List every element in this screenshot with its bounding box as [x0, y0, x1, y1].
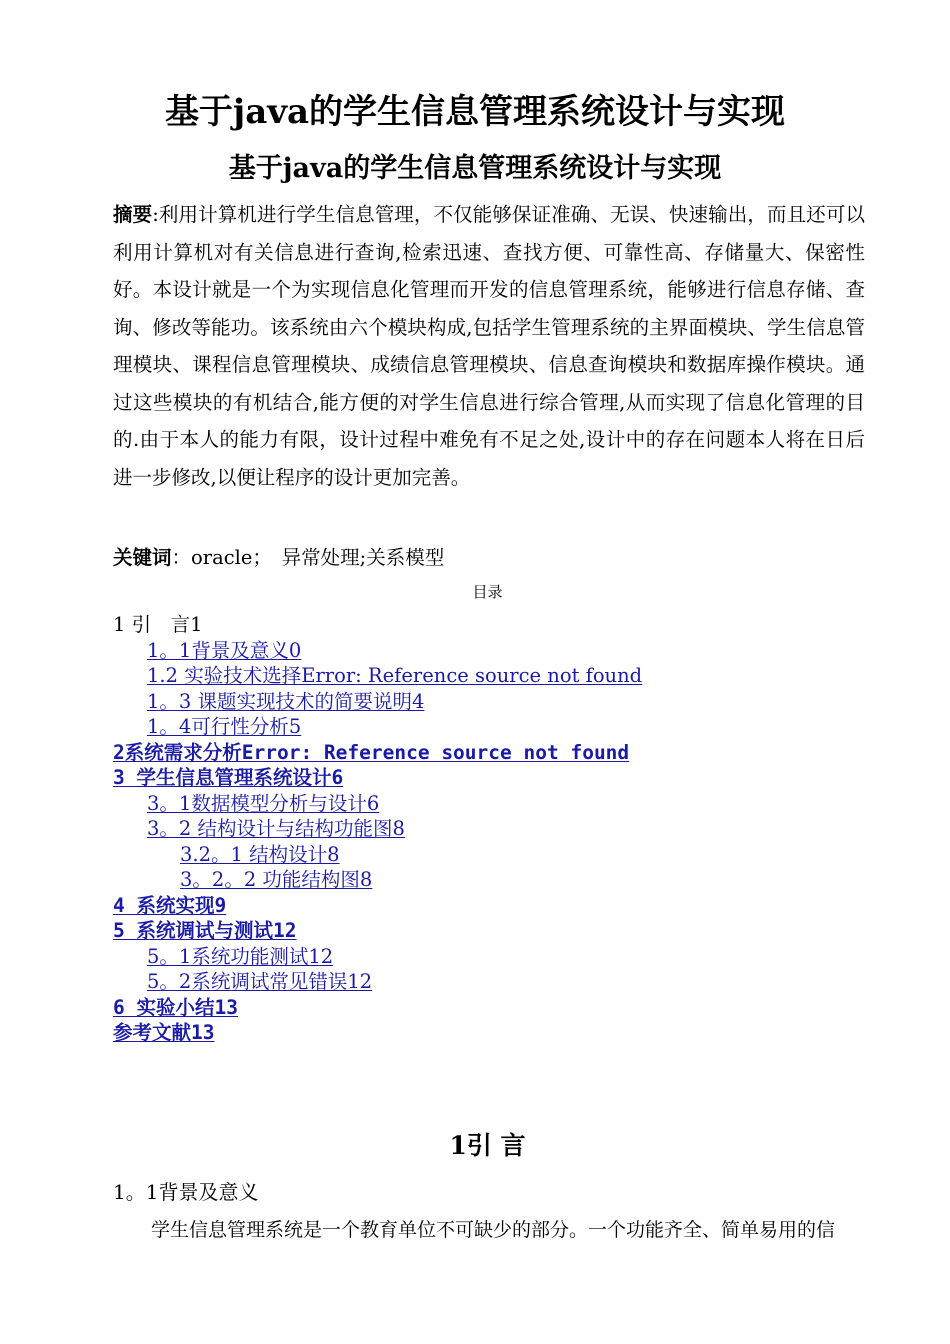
toc-entry[interactable]: [113, 867, 873, 893]
toc-entry[interactable]: [113, 816, 873, 842]
toc-entry[interactable]: [113, 944, 873, 970]
toc-entry-link[interactable]: 5。2系统调试常见错误12: [147, 970, 373, 993]
toc-entry[interactable]: [113, 740, 873, 766]
keywords-line: [113, 539, 865, 576]
toc-entry-link[interactable]: 1。3 课题实现技术的简要说明4: [147, 689, 425, 713]
toc-entry[interactable]: [113, 893, 873, 919]
toc-entry[interactable]: [113, 918, 873, 944]
toc-entry[interactable]: [113, 765, 873, 791]
toc-entry[interactable]: [113, 791, 873, 817]
toc-title: 目录: [472, 583, 503, 601]
toc-entry[interactable]: [113, 689, 873, 715]
toc-entry-link[interactable]: 3 学生信息管理系统设计6: [113, 766, 344, 789]
toc-entry-link[interactable]: 3.2。1 结构设计8: [180, 842, 340, 866]
toc-entry-link[interactable]: 3。2。2 功能结构图8: [180, 868, 373, 891]
toc-entry[interactable]: [113, 1020, 873, 1046]
toc-entry-text: 1 引 言1: [113, 613, 203, 636]
table-of-contents: [113, 612, 873, 1046]
toc-entry[interactable]: [113, 663, 873, 689]
keywords-label: 关键词: [113, 546, 172, 569]
toc-entry-link[interactable]: 1.2 实验技术选择Error: Reference source not found: [147, 664, 643, 687]
toc-entry-link[interactable]: 参考文献13: [113, 1021, 215, 1044]
toc-entry[interactable]: [113, 842, 873, 868]
toc-entry-link[interactable]: 5。1系统功能测试12: [147, 944, 334, 968]
document-subtitle: 基于java的学生信息管理系统设计与实现: [228, 153, 722, 184]
toc-entry[interactable]: [113, 995, 873, 1021]
section-heading: 1引 言: [449, 1131, 526, 1160]
toc-entry-link[interactable]: 2系统需求分析Error: Reference source not found: [113, 740, 630, 764]
toc-entry-link[interactable]: 1。4可行性分析5: [147, 715, 302, 738]
abstract-paragraph: [113, 196, 865, 496]
abstract-label: 摘要: [113, 203, 153, 226]
toc-entry-link[interactable]: 6 实验小结13: [113, 995, 238, 1019]
abstract-text: :利用计算机进行学生信息管理，不仅能够保证准确、无误、快速输出，而且还可以利用计算机对有关信息进行查询,检索迅速、查找方便、可靠性高、存储量大、保密性好。本设计就是一个为实现信息化管理而开发的信息管理系统，能够进行信息存储、查询、修改等能功。该系统由六个模块构成,包括学生管理系统的主界面模块、学生信息管理模块、课程信息管理模块、成绩信息管理模块、信息查询模块和数据库操作模块。通过这些模块的有机结合,能方便的对学生信息进行综合管理,从而实现了信息化管理的目的.由于本人的能力有限，设计过程中难免有不足之处,设计中的存在问题本人将在日后进一步修改,以便让程序的设计更加完善。: [113, 203, 865, 489]
toc-entry-link[interactable]: 5 系统调试与测试12: [113, 919, 297, 942]
toc-entry-link[interactable]: 1。1背景及意义0: [147, 638, 302, 662]
toc-entry[interactable]: [113, 714, 873, 740]
toc-entry-link[interactable]: 3。1数据模型分析与设计6: [147, 791, 380, 815]
toc-entry: [113, 612, 873, 638]
toc-entry[interactable]: [113, 638, 873, 664]
body-paragraph: 学生信息管理系统是一个教育单位不可缺少的部分。一个功能齐全、简单易用的信: [151, 1219, 836, 1241]
keywords-text: ：oracle； 异常处理;关系模型: [171, 546, 445, 569]
toc-entry-link[interactable]: 4 系统实现9: [113, 893, 227, 917]
subsection-heading: 1。1背景及意义: [113, 1180, 259, 1204]
document-title: 基于java的学生信息管理系统设计与实现: [164, 92, 786, 132]
toc-entry[interactable]: [113, 969, 873, 995]
toc-entry-link[interactable]: 3。2 结构设计与结构功能图8: [147, 817, 405, 840]
